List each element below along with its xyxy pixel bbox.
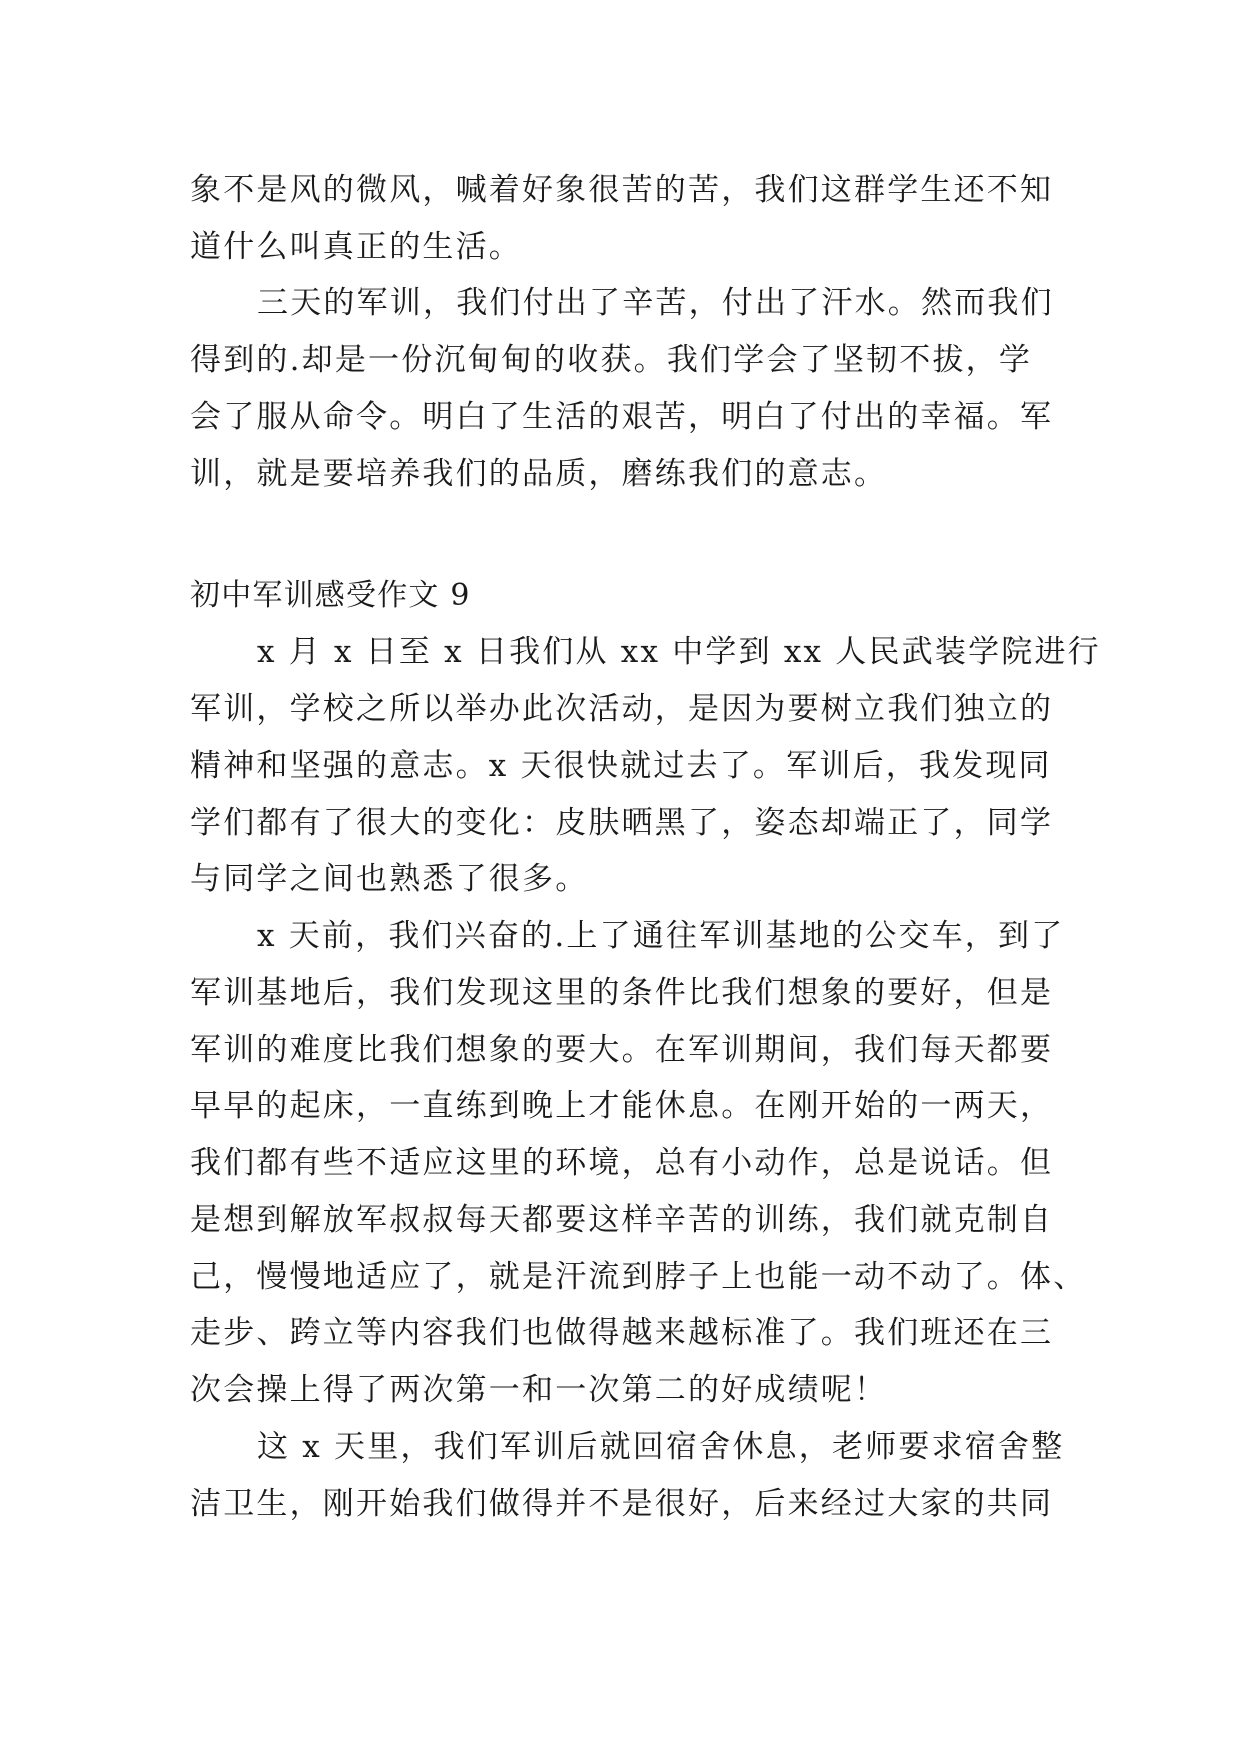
text-line: 与同学之间也熟悉了很多。	[190, 861, 589, 897]
paragraph-start-line: 这 x 天里，我们军训后就回宿舍休息，老师要求宿舍整	[257, 1429, 1065, 1465]
text-line: 会了服从命令。明白了生活的艰苦，明白了付出的幸福。军	[190, 399, 1054, 435]
text-line: 军训基地后，我们发现这里的条件比我们想象的要好，但是	[190, 975, 1054, 1011]
text-line: 象不是风的微风，喊着好象很苦的苦，我们这群学生还不知	[190, 172, 1054, 208]
text-line: 己，慢慢地适应了，就是汗流到脖子上也能一动不动了。体、	[190, 1259, 1087, 1295]
text-line: 次会操上得了两次第一和一次第二的好成绩呢！	[190, 1372, 888, 1408]
text-line: 得到的.却是一份沉甸甸的收获。我们学会了坚韧不拔，学	[190, 342, 1033, 378]
text-line: 道什么叫真正的生活。	[190, 229, 522, 265]
text-line: 军训的难度比我们想象的要大。在军训期间，我们每天都要	[190, 1032, 1054, 1068]
paragraph-start-line: x 天前，我们兴奋的.上了通往军训基地的公交车，到了	[257, 918, 1065, 954]
text-line: 是想到解放军叔叔每天都要这样辛苦的训练，我们就克制自	[190, 1202, 1054, 1238]
section-heading: 初中军训感受作文 9	[190, 578, 471, 613]
text-line: 训，就是要培养我们的品质，磨练我们的意志。	[190, 456, 888, 492]
text-line: 精神和坚强的意志。x 天很快就过去了。军训后，我发现同	[190, 748, 1052, 784]
text-line: 我们都有些不适应这里的环境，总有小动作，总是说话。但	[190, 1145, 1054, 1181]
text-line: 早早的起床，一直练到晚上才能休息。在刚开始的一两天，	[190, 1088, 1054, 1124]
text-line: 走步、跨立等内容我们也做得越来越标准了。我们班还在三	[190, 1315, 1054, 1351]
text-line: 洁卫生，刚开始我们做得并不是很好，后来经过大家的共同	[190, 1486, 1054, 1522]
paragraph-start-line: 三天的军训，我们付出了辛苦，付出了汗水。然而我们	[257, 285, 1054, 321]
text-line: 军训，学校之所以举办此次活动，是因为要树立我们独立的	[190, 691, 1054, 727]
text-line: 学们都有了很大的变化：皮肤晒黑了，姿态却端正了，同学	[190, 805, 1054, 841]
paragraph-start-line: x 月 x 日至 x 日我们从 xx 中学到 xx 人民武装学院进行	[257, 634, 1101, 670]
